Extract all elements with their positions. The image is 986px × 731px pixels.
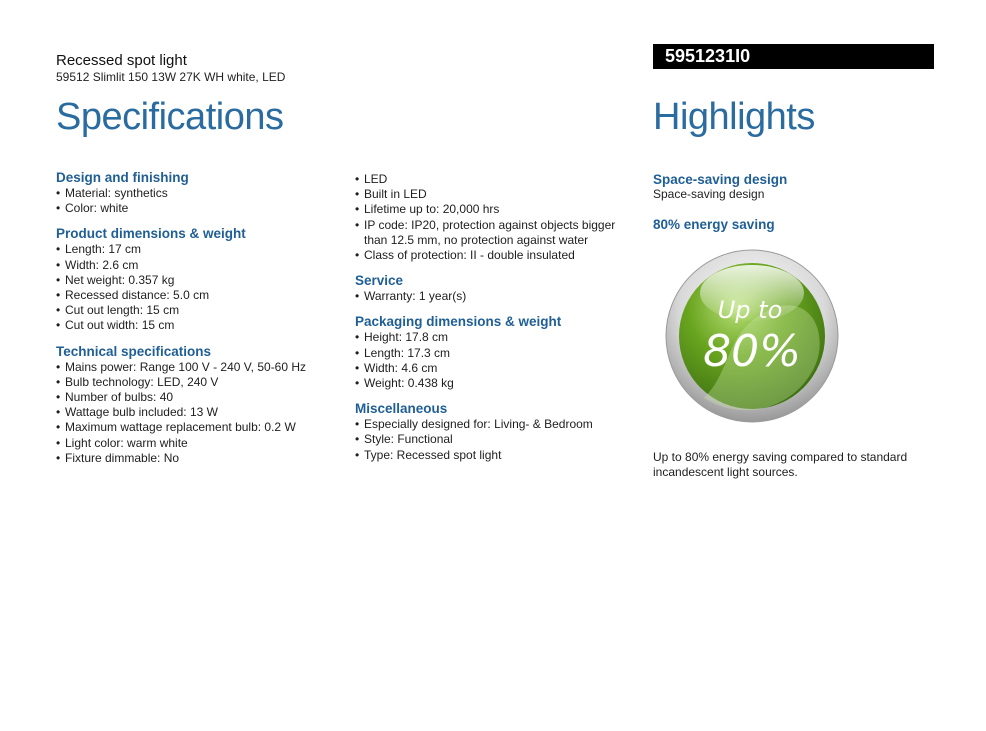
spec-item: • Light color: warm white: [56, 436, 331, 451]
spec-column-2: [355, 172, 630, 473]
spec-item: • IP code: IP20, protection against objects bigger than 12.5 mm, no protection against water: [355, 218, 630, 248]
spec-column-1: [56, 170, 331, 476]
spec-item: • Cut out width: 15 cm: [56, 318, 331, 333]
spec-item: • Especially designed for: Living- & Bedroom: [355, 417, 630, 432]
spec-item: • LED: [355, 172, 630, 187]
highlight-text: Space-saving design: [653, 187, 765, 201]
spec-item: • Net weight: 0.357 kg: [56, 273, 331, 288]
specifications-heading: Specifications: [56, 96, 284, 138]
section-packaging-dimensions: [355, 314, 630, 391]
spec-item: • Mains power: Range 100 V - 240 V, 50-60 Hz: [56, 360, 331, 375]
section-design-finishing: [56, 170, 331, 216]
spec-item: • Warranty: 1 year(s): [355, 289, 630, 304]
energy-saving-badge-icon: [664, 248, 840, 424]
spec-item: • Color: white: [56, 201, 331, 216]
badge-line-2: 80%: [703, 326, 801, 377]
spec-item: • Length: 17 cm: [56, 242, 331, 257]
highlight-space-saving: [653, 172, 953, 201]
highlight-title: Space-saving design: [653, 172, 788, 187]
spec-item: • Weight: 0.438 kg: [355, 376, 630, 391]
spec-item: • Cut out length: 15 cm: [56, 303, 331, 318]
highlight-energy-saving: [653, 217, 953, 232]
spec-item: • Number of bulbs: 40: [56, 390, 331, 405]
section-title: Service: [355, 273, 404, 289]
spec-item: • Recessed distance: 5.0 cm: [56, 288, 331, 303]
spec-item: • Wattage bulb included: 13 W: [56, 405, 331, 420]
product-code-bar: 5951231I0: [653, 44, 934, 69]
spec-item: • Width: 2.6 cm: [56, 258, 331, 273]
spec-item: • Fixture dimmable: No: [56, 451, 331, 466]
highlight-title: 80% energy saving: [653, 217, 775, 232]
spec-item: • Class of protection: II - double insulated: [355, 248, 630, 263]
badge-line-1: Up to: [717, 296, 783, 324]
section-technical-specs: [56, 344, 331, 466]
spec-item: • Length: 17.3 cm: [355, 346, 630, 361]
spec-item: • Style: Functional: [355, 432, 630, 447]
section-title: Technical specifications: [56, 343, 212, 359]
section-title: Packaging dimensions & weight: [355, 314, 562, 330]
product-subtitle: 59512 Slimlit 150 13W 27K WH white, LED: [56, 70, 286, 84]
spec-item: • Bulb technology: LED, 240 V: [56, 375, 331, 390]
product-title: Recessed spot light: [56, 52, 187, 69]
section-title: Design and finishing: [56, 170, 189, 185]
section-service: [355, 273, 630, 304]
highlights-heading: Highlights: [653, 96, 815, 138]
spec-item: • Built in LED: [355, 187, 630, 202]
energy-saving-description: Up to 80% energy saving compared to standard incandescent light sources.: [653, 450, 908, 479]
spec-item: • Width: 4.6 cm: [355, 361, 630, 376]
spec-item: • Material: synthetics: [56, 186, 331, 201]
led-spec-list: [355, 172, 630, 263]
spec-item: • Lifetime up to: 20,000 hrs: [355, 202, 630, 217]
spec-item: • Height: 17.8 cm: [355, 330, 630, 345]
section-miscellaneous: [355, 401, 630, 463]
section-product-dimensions: [56, 226, 331, 333]
section-title: Product dimensions & weight: [56, 226, 246, 242]
spec-item: • Type: Recessed spot light: [355, 448, 630, 463]
section-title: Miscellaneous: [355, 401, 448, 417]
spec-item: • Maximum wattage replacement bulb: 0.2 W: [56, 420, 331, 435]
